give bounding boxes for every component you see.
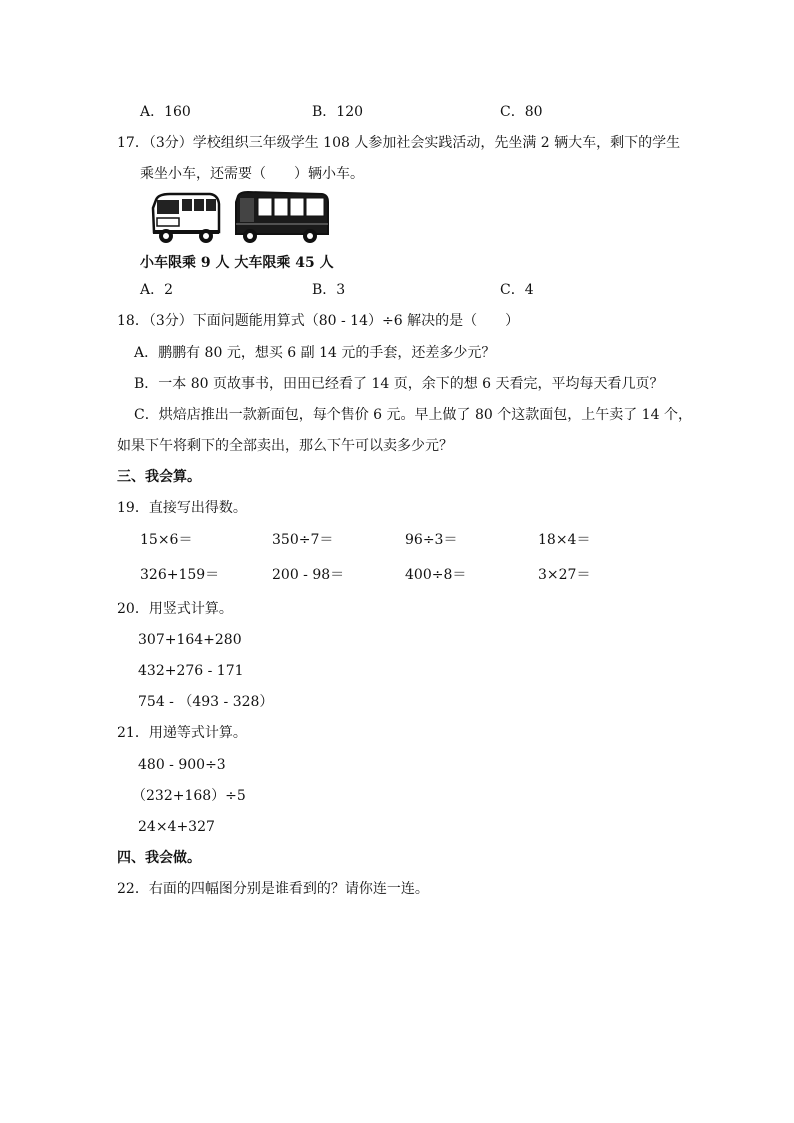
q22-stem: 22．右面的四幅图分别是谁看到的？请你连一连。: [117, 881, 429, 897]
q18-option-c-line2: 如果下午将剩下的全部卖出，那么下午可以卖多少元？: [117, 438, 453, 454]
q16-option-b: B．120: [312, 104, 364, 120]
q18-option-b: B．一本 80 页故事书，田田已经看了 14 页，余下的想 6 天看完，平均每天看几页？: [134, 376, 664, 392]
large-bus-icon: [232, 190, 330, 246]
q19-stem: 19．直接写出得数。: [117, 500, 247, 516]
q19-item: 326+159＝: [140, 567, 220, 583]
q20-item: 754 - （493 - 328）: [138, 694, 274, 710]
q20-item: 432+276 - 171: [138, 663, 244, 679]
section4-title: 四、我会做。: [117, 850, 201, 866]
q20-item: 307+164+280: [138, 632, 242, 648]
q19-item: 96÷3＝: [405, 532, 458, 548]
q16-option-c: C．80: [500, 104, 543, 120]
small-bus-icon: [148, 192, 222, 246]
q17-option-a: A．2: [140, 282, 174, 298]
q16-option-a: A．160: [140, 104, 191, 120]
section3-title: 三、我会算。: [117, 469, 201, 485]
q17-stem-line2: 乘坐小车，还需要（ ）辆小车。: [140, 166, 364, 182]
q19-item: 200 - 98＝: [272, 567, 345, 583]
q18-option-c-line1: C．烘焙店推出一款新面包，每个售价 6 元。早上做了 80 个这款面包，上午卖了 14 个，: [134, 407, 692, 423]
q19-item: 18×4＝: [538, 532, 591, 548]
q18-stem: 18．（3分）下面问题能用算式（80 - 14）÷6 解决的是（ ）: [117, 313, 520, 329]
q19-item: 3×27＝: [538, 567, 591, 583]
q17-option-b: B．3: [312, 282, 346, 298]
q17-stem-line1: 17．（3分）学校组织三年级学生 108 人参加社会实践活动，先坐满 2 辆大车，剩下的学生: [117, 135, 681, 151]
q21-item: （232+168）÷5: [132, 788, 246, 804]
q19-item: 350÷7＝: [272, 532, 334, 548]
q18-option-a: A．鹏鹏有 80 元，想买 6 副 14 元的手套，还差多少元？: [134, 345, 496, 361]
q21-item: 480 - 900÷3: [138, 757, 226, 773]
q21-item: 24×4+327: [138, 819, 215, 835]
q20-stem: 20．用竖式计算。: [117, 601, 233, 617]
q21-stem: 21．用递等式计算。: [117, 725, 247, 741]
q17-image-caption: 小车限乘 9 人 大车限乘 45 人: [140, 255, 334, 271]
q17-option-c: C．4: [500, 282, 534, 298]
q19-item: 400÷8＝: [405, 567, 467, 583]
q19-item: 15×6＝: [140, 532, 193, 548]
